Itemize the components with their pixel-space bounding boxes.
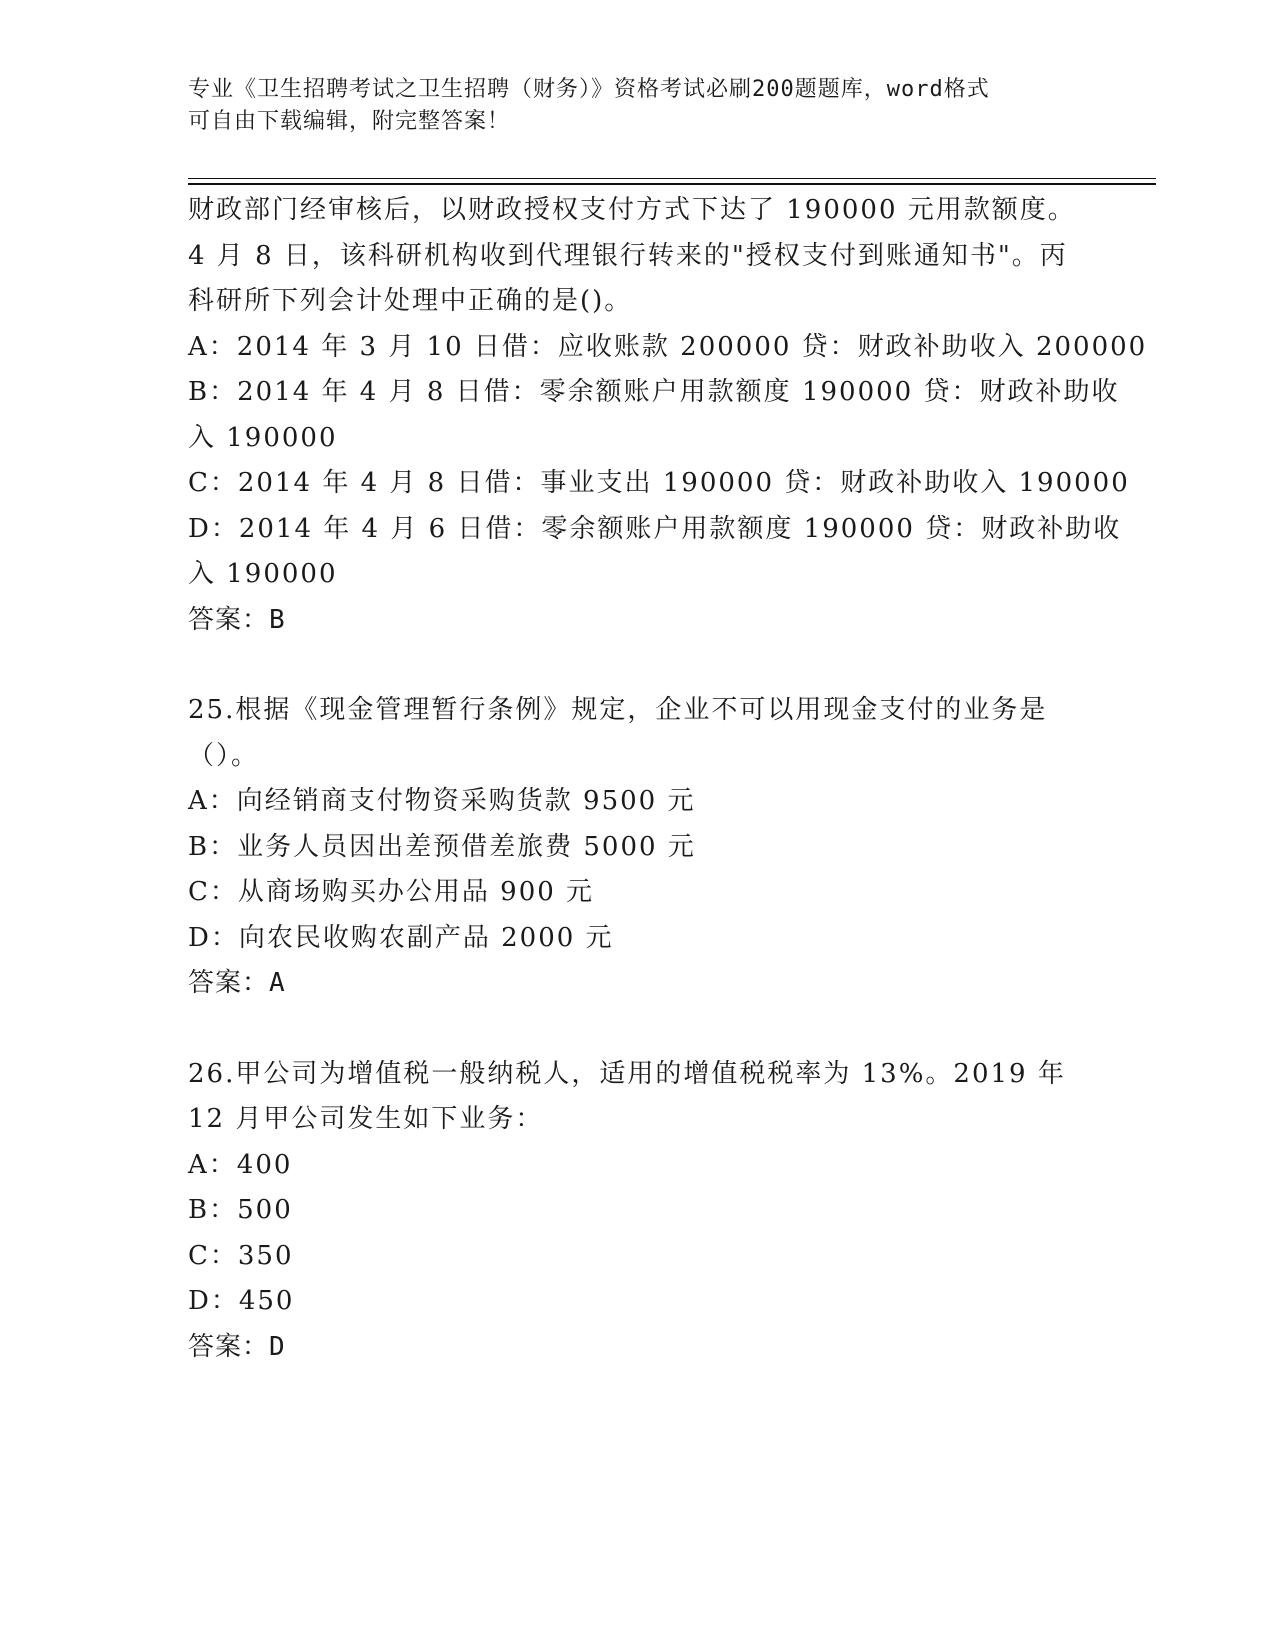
page-header [188, 74, 1088, 138]
option-b: B：500 [188, 1195, 293, 1225]
option-c: C：从商场购买办公用品 900 元 [188, 877, 595, 907]
option-b-continued: 入 190000 [188, 422, 338, 453]
option-d-continued: 入 190000 [188, 559, 338, 589]
question-spacer [188, 643, 1088, 688]
option-d: D：向农民收购农副产品 2000 元 [188, 922, 614, 953]
question-text-line: 财政部门经审核后，以财政授权支付方式下达了 190000 元用款额度。 [188, 195, 1076, 225]
question-24 [188, 188, 1148, 643]
question-text-line: 25.根据《现金管理暂行条例》规定，企业不可以用现金支付的业务是 [188, 695, 1048, 725]
answer-label: 答案：A [188, 968, 286, 998]
answer-label: 答案：B [188, 604, 286, 635]
option-d: D：2014 年 4 月 6 日借：零余额账户用款额度 190000 贷：财政补助收 [188, 513, 1122, 544]
question-spacer [188, 1007, 1088, 1052]
option-c: C：350 [188, 1240, 294, 1271]
option-a: A：2014 年 3 月 10 日借：应收账款 200000 贷：财政补助收入 200000 [188, 331, 1148, 362]
header-divider-thin [188, 178, 1156, 179]
header-line-2: 可自由下载编辑，附完整答案！ [188, 109, 511, 134]
question-text-line: 4 月 8 日，该科研机构收到代理银行转来的"授权支付到账通知书"。丙 [188, 240, 1068, 271]
question-26 [188, 1052, 1088, 1371]
question-text-line: 26.甲公司为增值税一般纳税人，适用的增值税税率为 13%。2019 年 [188, 1058, 1066, 1089]
answer-label: 答案：D [188, 1331, 286, 1362]
header-line-1: 专业《卫生招聘考试之卫生招聘（财务）》资格考试必刷200题题库，word格式 [188, 77, 990, 102]
question-25 [188, 688, 1088, 1007]
option-c: C：2014 年 4 月 8 日借：事业支出 190000 贷：财政补助收入 190000 [188, 468, 1130, 498]
option-b: B：2014 年 4 月 8 日借：零余额账户用款额度 190000 贷：财政补助收 [188, 377, 1120, 407]
option-a: A：向经销商支付物资采购货款 9500 元 [188, 786, 696, 816]
option-a: A：400 [188, 1149, 293, 1180]
question-text-line: （）。 [188, 740, 260, 771]
option-b: B：业务人员因出差预借差旅费 5000 元 [188, 831, 696, 862]
header-divider-thick [188, 183, 1156, 185]
question-text-line: 12 月甲公司发生如下业务： [188, 1104, 544, 1134]
question-text-line: 科研所下列会计处理中正确的是()。 [188, 286, 633, 316]
document-body [188, 188, 1148, 1370]
option-d: D：450 [188, 1286, 295, 1316]
